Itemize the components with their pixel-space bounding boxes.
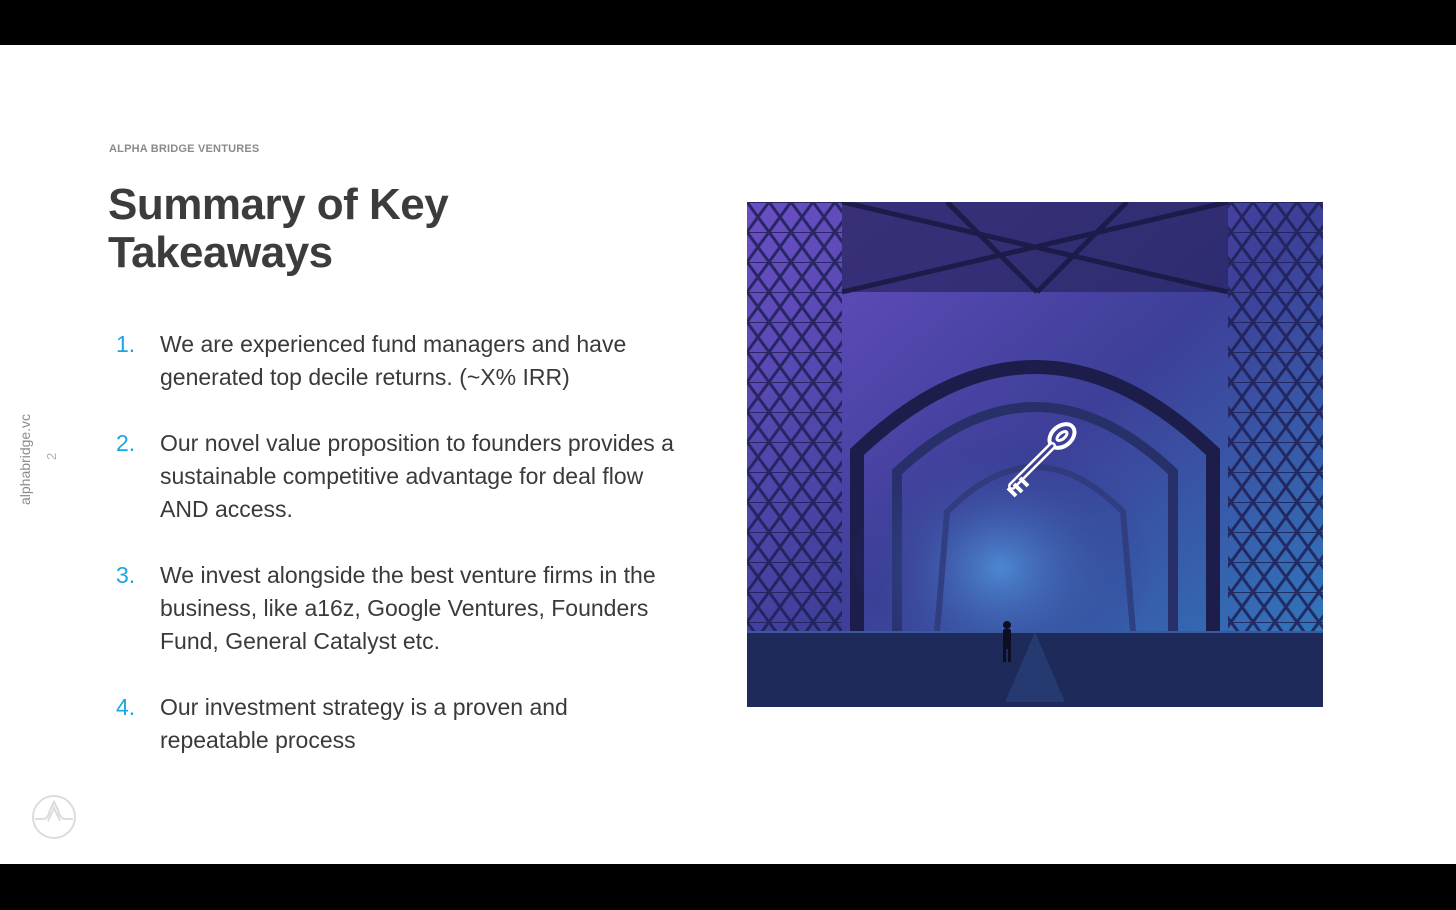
slide — [0, 45, 1456, 864]
takeaway-text: Our novel value proposition to founders provides a sustainable competitive advantage for deal flow AND access. — [160, 430, 674, 522]
website-label: alphabridge.vc — [17, 413, 33, 505]
takeaway-item — [116, 559, 676, 658]
takeaway-text: Our investment strategy is a proven and repeatable process — [160, 694, 568, 753]
takeaway-item — [116, 691, 676, 757]
takeaway-item — [116, 328, 676, 394]
takeaway-number: 2. — [116, 430, 136, 456]
takeaway-text: We invest alongside the best venture firms in the business, like a16z, Google Ventures, Founders Fund, General Catalyst etc. — [160, 562, 656, 654]
letterbox-bottom — [0, 864, 1456, 910]
takeaway-text: We are experienced fund managers and have generated top decile returns. (~X% IRR) — [160, 331, 627, 390]
slide-title: Summary of Key Takeaways — [108, 180, 449, 277]
takeaway-number: 1. — [116, 331, 136, 357]
alpha-bridge-logo-icon — [31, 794, 77, 840]
hero-image — [747, 202, 1323, 707]
letterbox-top — [0, 0, 1456, 45]
takeaways-list — [116, 328, 676, 790]
takeaway-number: 4. — [116, 694, 136, 720]
takeaway-number: 3. — [116, 562, 136, 588]
takeaway-item — [116, 427, 676, 526]
brand-label: ALPHA BRIDGE VENTURES — [109, 143, 260, 155]
page-number: 2 — [44, 452, 59, 460]
